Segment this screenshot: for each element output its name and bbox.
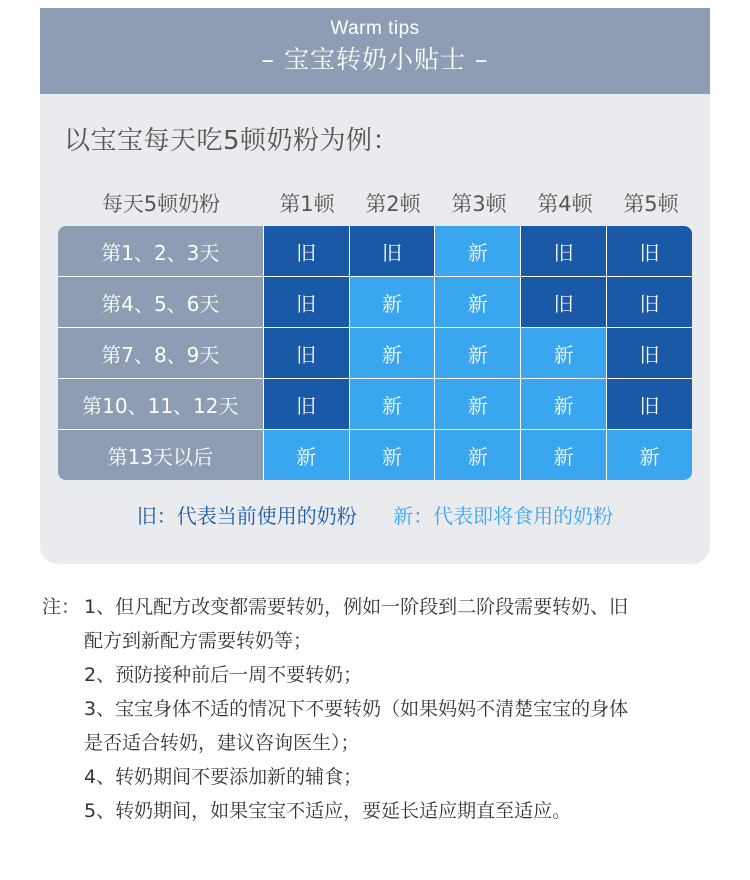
table-row — [58, 277, 692, 327]
table-row — [58, 379, 692, 429]
cell-new: 新 — [350, 328, 435, 378]
cell-new: 新 — [435, 226, 520, 276]
column-header: 第5顿 — [623, 192, 679, 216]
cell-old: 旧 — [607, 226, 692, 276]
table-row — [58, 226, 692, 276]
feeding-schedule-table — [58, 226, 692, 480]
note-text: 1、但凡配方改变都需要转奶，例如一阶段到二阶段需要转奶、旧 — [84, 596, 629, 618]
column-header: 第3顿 — [451, 192, 507, 216]
notes-prefix: 注： — [42, 596, 81, 618]
legend-new: 新：代表即将食用的奶粉 — [393, 504, 614, 528]
cell-old: 旧 — [607, 379, 692, 429]
legend — [40, 500, 710, 529]
header-english-title: Warm tips — [330, 18, 420, 39]
cell-new: 新 — [521, 328, 606, 378]
table-corner-header: 每天5顿奶粉 — [101, 192, 221, 216]
note-text: 配方到新配方需要转奶等； — [84, 630, 313, 652]
cell-old: 旧 — [607, 277, 692, 327]
note-text: 3、宝宝身体不适的情况下不要转奶（如果妈妈不清楚宝宝的身体 — [84, 698, 629, 720]
cell-old: 旧 — [264, 226, 349, 276]
card-header — [40, 8, 710, 94]
row-label: 第1、2、3天 — [58, 226, 263, 276]
header-chinese-title: – 宝宝转奶小贴士 – — [261, 45, 489, 74]
table-column-headers — [58, 184, 694, 224]
note-text: 5、转奶期间，如果宝宝不适应，要延长适应期直至适应。 — [84, 800, 572, 822]
cell-old: 旧 — [264, 379, 349, 429]
row-label: 第4、5、6天 — [58, 277, 263, 327]
cell-new: 新 — [435, 379, 520, 429]
column-header: 第1顿 — [279, 192, 335, 216]
notes-section — [42, 590, 722, 828]
note-text: 2、预防接种前后一周不要转奶； — [84, 664, 363, 686]
note-text: 4、转奶期间不要添加新的辅食； — [84, 766, 363, 788]
row-label: 第10、11、12天 — [58, 379, 263, 429]
cell-new: 新 — [435, 328, 520, 378]
note-item — [42, 590, 722, 624]
intro-text: 以宝宝每天吃5顿奶粉为例： — [64, 126, 400, 156]
cell-old: 旧 — [521, 226, 606, 276]
legend-old: 旧：代表当前使用的奶粉 — [136, 504, 357, 528]
tips-card — [40, 8, 710, 564]
column-header: 第4顿 — [537, 192, 593, 216]
cell-old: 旧 — [350, 226, 435, 276]
cell-new: 新 — [607, 430, 692, 480]
cell-new: 新 — [521, 430, 606, 480]
cell-new: 新 — [350, 430, 435, 480]
table-row — [58, 328, 692, 378]
cell-old: 旧 — [264, 277, 349, 327]
cell-new: 新 — [435, 430, 520, 480]
cell-old: 旧 — [607, 328, 692, 378]
cell-new: 新 — [350, 277, 435, 327]
row-label: 第7、8、9天 — [58, 328, 263, 378]
note-text: 是否适合转奶，建议咨询医生）； — [84, 732, 360, 754]
column-header: 第2顿 — [365, 192, 421, 216]
cell-old: 旧 — [521, 277, 606, 327]
cell-old: 旧 — [264, 328, 349, 378]
cell-new: 新 — [435, 277, 520, 327]
cell-new: 新 — [521, 379, 606, 429]
row-label: 第13天以后 — [58, 430, 263, 480]
cell-new: 新 — [264, 430, 349, 480]
table-row — [58, 430, 692, 480]
cell-new: 新 — [350, 379, 435, 429]
